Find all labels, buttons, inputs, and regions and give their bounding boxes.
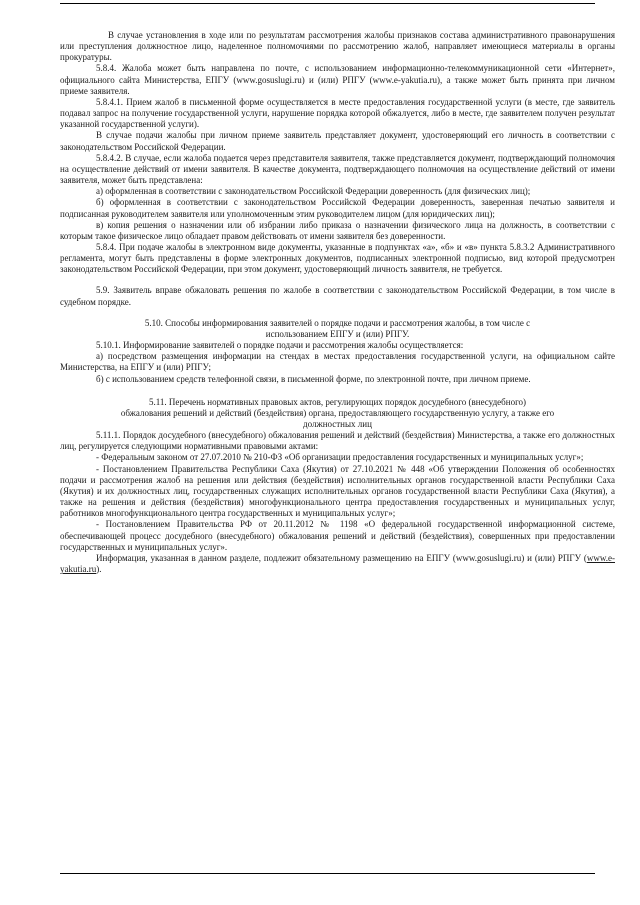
list-item: а) оформленная в соответствии с законодательством Российской Федерации доверенность (для физических лиц); (96, 186, 531, 197)
section-heading: обжалования решений и действий (бездействия) органа, предоставляющего государственную услугу, а также его (120, 407, 555, 418)
top-rule (60, 3, 595, 4)
section-heading: 5.11. Перечень нормативных правовых актов, регулирующих порядок досудебного (внесудебного) (148, 396, 527, 407)
section-heading: должностных лиц (303, 419, 372, 429)
paragraph: 5.8.4.2. В случае, если жалоба подается через представителя заявителя, также представляется документ, подтверждающий полномочия на осуществление действий от имени заявителя. В качестве документа, подтверждающего полномочия на осуществление действий от имени заявителя, может быть представлена: (60, 152, 615, 186)
list-item: - Федеральным законом от 27.07.2010 № 210-ФЗ «Об организации предоставления государственных и муниципальных услуг»; (96, 452, 584, 463)
list-item: а) посредством размещения информации на стендах в местах предоставления государственной услуги, на официальном сайте Министерства, на ЕПГУ и (или) РПГУ; (60, 351, 615, 373)
paragraph: 5.8.4. Жалоба может быть направлена по почте, с использованием информационно-телекоммуникационной сети «Интернет», официального сайта Министерства, ЕПГУ (www.gosuslugi.ru) и (или) РПГУ (www.e-yakutia.ru), а также может быть принята при личном приеме заявителя. (60, 63, 615, 96)
paragraph: 5.8.4.1. Прием жалоб в письменной форме осуществляется в месте предоставления государственной услуги (в месте, где заявитель подавал запрос на получение государственной услуги, нарушение порядка которой обжалуется, либо в месте, где заявителем получен результат указанной государственной услуги). (60, 96, 615, 130)
list-item: - Постановлением Правительства Республики Саха (Якутия) от 27.10.2021 № 448 «Об утверждении Положения об особенностях подачи и рассмотрения жалоб на решения или действия (бездействия) исполнительных органов государственной власти Республики Саха (Якутия) и их должностных лиц, государственных служащих исполнительных органов государственной власти Республики Саха (Якутия), а также на решения и действия (бездействия) многофункционального центра предоставления государственных и муниципальных услуг, работников многофункционального центра государственных и муниципальных услуг»; (60, 463, 615, 519)
section-heading: 5.10. Способы информирования заявителей о порядке подачи и рассмотрения жалобы, в том числе с (144, 317, 531, 328)
list-item: - Постановлением Правительства РФ от 20.11.2012 № 1198 «О федеральной государственной информационной системе, обеспечивающей процесс досудебного (внесудебного) обжалования решений и действий (бездействия), совершенных при предоставлении государственных и муниципальных услуг». (60, 519, 615, 552)
list-item: б) с использованием средств телефонной связи, в письменной форме, по электронной почте, при личном приеме. (96, 373, 531, 384)
paragraph: В случае подачи жалобы при личном приеме заявитель представляет документ, удостоверяющий его личность в соответствии с законодательством Российской Федерации. (60, 130, 615, 152)
list-item: б) оформленная в соответствии с законодательством Российской Федерации доверенность, заверенная печатью заявителя и подписанная руководителем заявителя или уполномоченным этим руководителем лицом (для юридических лиц); (60, 197, 615, 219)
paragraph (60, 553, 615, 575)
rpgu-link[interactable]: www.e-yakutia.ru (60, 552, 615, 575)
paragraph: 5.11.1. Порядок досудебного (внесудебного) обжалования решений и действий (бездействия) Министерства, а также его должностных лиц, регулируется следующими нормативными правовыми актами: (60, 430, 615, 452)
paragraph: 5.9. Заявитель вправе обжаловать решения по жалобе в соответствии с законодательством Российской Федерации, в том числе в судебном порядке. (60, 285, 615, 307)
paragraph: 5.10.1. Информирование заявителей о порядке подачи и рассмотрения жалобы осуществляется: (96, 340, 464, 351)
paragraph-text-end: ). (96, 564, 102, 575)
paragraph: В случае установления в ходе или по результатам рассмотрения жалобы признаков состава административного правонарушения или преступления должностное лицо, наделенное полномочиями по рассмотрению жалоб, направляет имеющиеся материалы в органы прокуратуры. (60, 30, 615, 63)
paragraph: 5.8.4. При подаче жалобы в электронном виде документы, указанные в подпунктах «а», «б» и «в» пункта 5.8.3.2 Административного регламента, могут быть представлены в форме электронных документов, подписанных электронной подписью, вид которой предусмотрен законодательством Российской Федерации, при этом документ, удостоверяющий личность заявителя, не требуется. (60, 241, 615, 275)
list-item: в) копия решения о назначении или об избрании либо приказа о назначении физического лица на должность, в соответствии с которым такое физическое лицо обладает правом действовать от имени заявителя без доверенности. (60, 219, 615, 241)
paragraph-text: Информация, указанная в данном разделе, подлежит обязательному размещению на ЕПГУ (www.gosuslugi.ru) и (или) РПГУ ( (96, 552, 587, 563)
section-heading: использованием ЕПГУ и (или) РПГУ. (265, 328, 410, 339)
bottom-rule (60, 873, 595, 874)
document-page (60, 30, 615, 575)
